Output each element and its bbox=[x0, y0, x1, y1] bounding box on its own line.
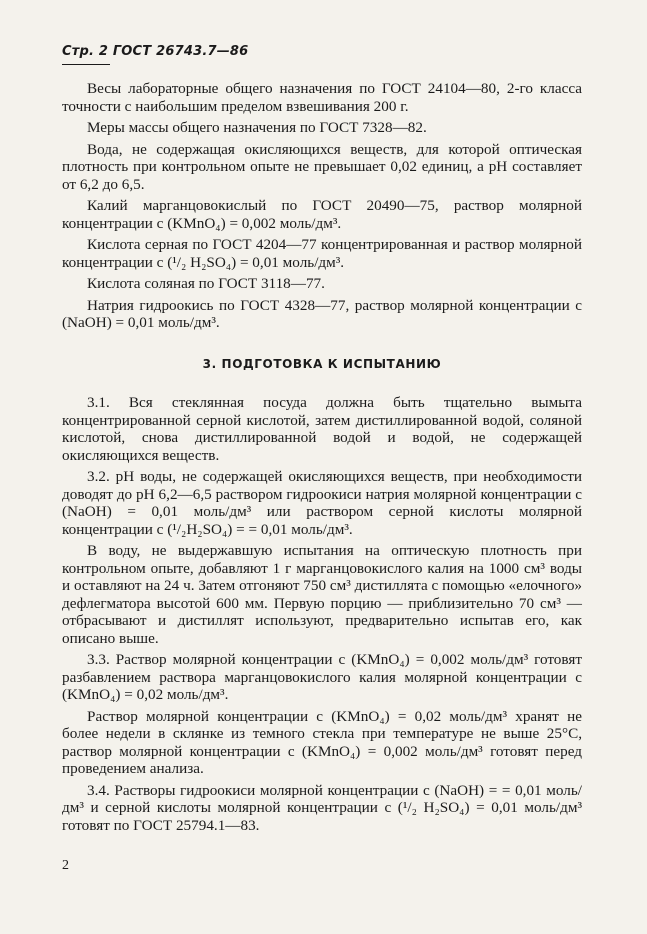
page-number: 2 bbox=[62, 858, 69, 873]
header-divider bbox=[62, 64, 110, 65]
materials-paragraph-naoh: Натрия гидроокись по ГОСТ 4328—77, раствор молярной концентрации c (NaOH) = 0,01 моль/дм³. bbox=[62, 296, 582, 331]
materials-paragraph-water: Вода, не содержащая окисляющихся веществ, для которой оптическая плотность при контрольном опыте не превышает 0,02 единиц, а pH составляет от 6,2 до 6,5. bbox=[62, 140, 582, 193]
section-paragraph-storage: Раствор молярной концентрации c (KMnO₄) = 0,02 моль/дм³ хранят не более недели в склянке из темного стекла при температуре не выше 25°С, раствор молярной концентрации c (KMnO₄) = 0,002 моль/дм³ готовят перед проведением анализа. bbox=[62, 707, 582, 777]
section-paragraph-3-1: 3.1. Вся стеклянная посуда должна быть тщательно вымыта концентрированной серной кислотой, затем дистиллированной водой, соляной кислотой, снова дистиллированной водой и водой, не содержащей окисляющихся веществ. bbox=[62, 394, 582, 464]
section-paragraph-3-4: 3.4. Растворы гидроокиси молярной концентрации c (NaOH) = = 0,01 моль/дм³ и серной кислоты молярной концентрации c (¹/₂ H₂SO₄) = 0,01 моль/дм³ готовят по ГОСТ 25794.1—83. bbox=[62, 781, 582, 834]
document-body bbox=[62, 80, 582, 838]
materials-paragraph-scales: Весы лабораторные общего назначения по ГОСТ 24104—80, 2-го класса точности с наибольшим пределом взвешивания 200 г. bbox=[62, 80, 582, 115]
materials-paragraph-weights: Меры массы общего назначения по ГОСТ 7328—82. bbox=[87, 119, 427, 136]
page-header: Стр. 2 ГОСТ 26743.7—86 bbox=[62, 44, 249, 59]
materials-paragraph-hcl: Кислота соляная по ГОСТ 3118—77. bbox=[87, 275, 325, 292]
section-paragraph-3-3: 3.3. Раствор молярной концентрации c (KMnO₄) = 0,002 моль/дм³ готовят разбавлением раствора марганцовокислого калия молярной концентрации c (KMnO₄) = 0,02 моль/дм³. bbox=[62, 651, 582, 703]
section-title: 3. ПОДГОТОВКА К ИСПЫТАНИЮ bbox=[202, 356, 442, 371]
section-paragraph-distillation: В воду, не выдержавшую испытания на оптическую плотность при контрольном опыте, добавляют 1 г марганцовокислого калия на 1000 см³ воды и оставляют на 24 ч. Затем отгоняют 750 см³ дистиллята с помощью «елочного» дефлегматора высотой 600 мм. Первую порцию — приблизительно 70 см³ — отбрасывают и дистиллят используют, предварительно испытав его, как описано выше. bbox=[62, 542, 582, 647]
section-paragraph-3-2: 3.2. pH воды, не содержащей окисляющихся веществ, при необходимости доводят до pH 6,2—6,5 раствором гидроокиси натрия молярной концентрации c (NaOH) = 0,01 моль/дм³ или раствором серной кислоты молярной концентрации c (¹/₂H₂SO₄) = = 0,01 моль/дм³. bbox=[62, 468, 582, 538]
materials-paragraph-h2so4: Кислота серная по ГОСТ 4204—77 концентрированная и раствор молярной концентрации c (¹/₂ H₂SO₄) = 0,01 моль/дм³. bbox=[62, 236, 582, 271]
materials-paragraph-kmno4: Калий марганцовокислый по ГОСТ 20490—75, раствор молярной концентрации c (KMnO₄) = 0,002 моль/дм³. bbox=[62, 197, 582, 232]
